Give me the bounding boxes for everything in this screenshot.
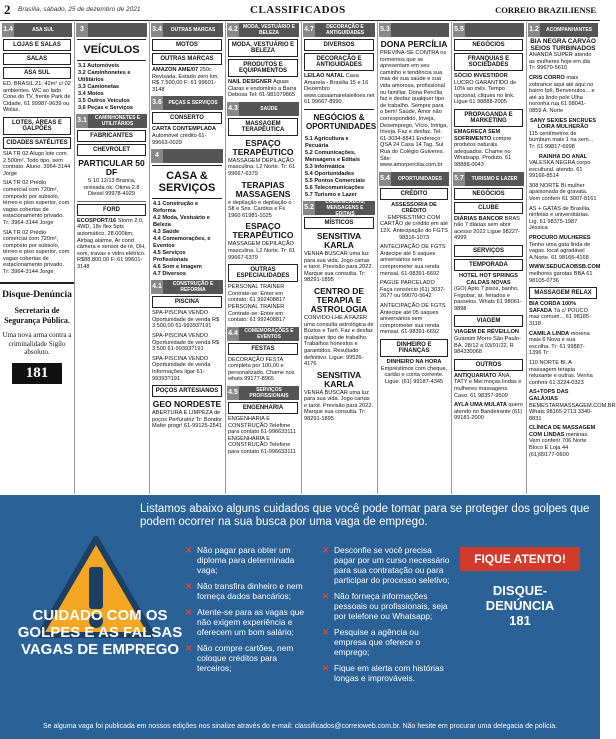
index-item: 4.3 Saúde [153, 229, 180, 236]
tab-label: CONSTRUÇÃO E REFORMA [172, 281, 214, 294]
category-box: SALAS [3, 53, 71, 65]
category-box: TEMPORADA [454, 259, 523, 271]
ad-headline: PROCURO MULHERES [529, 235, 591, 242]
ad-body: Automóvel crédito 61-99663-0029 [152, 132, 207, 146]
classified-ad: SIA TR 02 Alugo lote com 2.500m². Todo tipo, sem contrato. Aluno. 3964-3144 Jorge [3, 150, 71, 177]
ad-headline: ASSESSORIA DE CRÉDITO [391, 201, 437, 215]
section-heading: VEÍCULOS [77, 39, 146, 61]
classified-ad [529, 118, 597, 151]
classified-ad: PERSONAL TRAINER Contrate-se: Enter em contato: 61 992408817 PERSONAL TRAINER Contrate-se: Enter em contato: 61 992408817 [228, 284, 286, 324]
ad-body: meninas. Vem conferir 706 Norte Bloco E Loja 44 (61)99177-0600 [529, 431, 589, 458]
tip-text: Não transfira dinheiro e nem forneça dados bancários; [197, 581, 303, 601]
column-8 [526, 22, 616, 494]
classified-ad: PREVINA-SE CONTRA os tormentos que se apresentam em seu caminho e tendência sua mas de sua saúde e sua vida amorosa, profissional ou familiar. Dona Percília faz e desfaz qualquer tipo de trabalho. Sempre para o bem! Saúde, Amor não correspondido, Inveja, Desemprego, Vício, Intriga, Inveja. Faz e desfaz. Tel: 61-3034-8841 Endereço: QSA 24 Casa 14 Tag. Sul Rua do Colégio Guiveres. Site: www.amorpercilia.com.br [380, 50, 448, 169]
classified-ad [454, 73, 523, 106]
ad-headline: HOTEL HOT SPRINGS CALDAS NOVAS [459, 272, 518, 286]
tip-item [322, 591, 452, 621]
ad-headline: CENTRO DE TERAPIA E ASTROLOGIA [310, 285, 368, 314]
disque-subtitle: Secretaria de Segurança Pública. [4, 306, 70, 325]
tip-item [322, 663, 452, 683]
callout-number: 181 [509, 613, 531, 628]
ad-headline: AS+TOPS DAS GALÁXIAS [529, 389, 569, 402]
category-box: LOJAS E SALAS [3, 39, 71, 51]
category-box: CRÉDITO [380, 188, 448, 200]
tab-number: 4.2 [227, 23, 239, 37]
ad-headline: RAINHA DO ANAL [538, 153, 588, 160]
tab-number: 5.4 [379, 172, 391, 186]
tab-label: OUTRAS MARCAS [170, 27, 216, 33]
index-item: 4.4 Comemorações, e Eventos [153, 236, 211, 250]
tab-number: 4.3 [227, 102, 239, 116]
tip-text: Não forneça informações pessoais ou profissionais, seja por telefone ou Whatsapp; [334, 591, 448, 621]
category-tab [453, 23, 524, 37]
ad-body: 115 centímetros de bumbum mais 1 na sem... Tr: 61 99817-6998 [529, 130, 594, 150]
ad-headline: ANTIQUARIATO [454, 372, 497, 379]
classified-ad: SPA-PISCINA VENDO Oportunidade de venda Informações ligar 61-99393?191 [152, 355, 211, 382]
tip-text: Atente-se para as vagas que não exigem experiência e oferecem um bom salário; [197, 607, 305, 637]
classified-ad: AS + GATAS de Brasília, ninfetas e universitárias. Lig. 61 98375-1987 Jéssica [529, 205, 591, 232]
tab-number: 5.3 [379, 23, 391, 37]
category-tab [379, 172, 449, 186]
section-title: CLASSIFICADOS [250, 4, 346, 16]
tab-number: 3.1 [76, 114, 88, 128]
classified-ad [529, 301, 597, 327]
tab-number: 3 [76, 23, 88, 37]
index-item: 4.2 Moda, Vestuário e Beleza [153, 215, 210, 229]
ad-headline: CLÍNICA DE MASSAGEM COM LINDAS [529, 425, 596, 438]
category-tab [151, 96, 223, 110]
tab-label: SAÚDE [260, 105, 278, 112]
index-item: 4.6 Som e Imagem [153, 264, 202, 271]
category-box: NEGÓCIOS [454, 188, 523, 200]
banner-intro: Listamos abaixo alguns cuidados que você pode tomar para se proteger dos golpes que podem ocorrer na sua busca por uma vaga de emprego. [140, 503, 590, 528]
ad-headline: CARTA CONTEMPLADA [152, 126, 217, 133]
classified-ad [529, 235, 597, 261]
classified-ad: S 10 12/13 Branca, revisada ok. Otima 2.8 Diesel 99978-4929 [83, 178, 140, 198]
tip-item [185, 643, 310, 673]
tab-label: COMEMORAÇÕES E EVENTOS [244, 327, 294, 340]
tips-left [185, 545, 310, 679]
ad-headline: ESPAÇO TERAPÊUTICO [232, 221, 294, 241]
disque-title: Disque-Denúncia [2, 290, 72, 300]
category-box: POÇOS ARTESIANOS [152, 385, 222, 397]
ad-body: melhores garotas BBA 61 98105-0736 [529, 271, 593, 284]
job-scam-warning-banner [0, 495, 600, 739]
classified-ad: SIA TR 02 Prédio comercial com 720m², composto por subsolo, térreo e piso superior, com vagas cobertas de estacionamento privado. Tr: 3964-3144 Jorge [3, 229, 70, 276]
classified-ad [454, 373, 523, 399]
category-tab [227, 386, 299, 400]
category-tab [379, 23, 449, 37]
category-tab [2, 23, 72, 37]
tip-item [322, 627, 452, 657]
section-index [305, 136, 373, 199]
classified-ad [228, 79, 298, 99]
ad-body: (GO) Apto 7 pisos, banho, Frigobar, ar, feriados e passeios. Whats 61 98061-9898 [454, 286, 522, 312]
classified-ad: ENGENHARIA E CONSTRUÇÃO Telefone para contato 61-996633111 ENGENHARIA E CONSTRUÇÃO Telefone para contato 61-996633111 [228, 416, 296, 456]
classified-ad [529, 389, 616, 422]
ad-body: mais sobrance aqui até aqui no bairro Ipê, Benvenutos... e até as lindo pele Ulha noronha rua 61 98041-0859 A. Norte [529, 74, 595, 114]
classified-ad [454, 402, 523, 422]
category-box: ASA SUL [3, 67, 71, 79]
index-item: 4.1 Construção e Reforma [153, 201, 199, 215]
category-box: DINHEIRO E FINANÇAS [380, 339, 448, 357]
classified-ad: DECORAÇÃO FESTA completa por 100,00 e personalizado. Chame nos whats 99177-8965 [228, 356, 295, 383]
classified-ad: SIA TR 02 Prédio comercial com 720m², composto por subsolo, térreo e piso superior, com vagas cobertas de estacionamento privado. Tr: 3964-3144 Jorge [3, 180, 70, 226]
tip-text: Fique em alerta com histórias longas e improváveis. [334, 663, 444, 683]
ad-headline: PARTICULAR 50 DF [78, 158, 145, 177]
section-index [153, 201, 221, 278]
page-number: 2 [4, 2, 11, 17]
category-tab [528, 23, 598, 37]
category-tab [227, 23, 299, 37]
tip-item [185, 581, 310, 601]
category-box: OUTRAS ESPECIALIDADES [228, 264, 298, 282]
ad-headline: DINHEIRO NA HORA [386, 358, 442, 365]
column-6 [377, 22, 452, 494]
ad-body: quero atendo no Bandeirante (61) 99181-2000 [454, 402, 523, 422]
page-header [0, 0, 600, 21]
banner-headline: CUIDADO COM OS GOLPES E AS FALSAS VAGAS DE EMPREGO [17, 607, 183, 658]
tip-item [185, 545, 310, 575]
ad-headline: LEILAO NATAL [304, 73, 345, 79]
category-box: OUTROS [454, 359, 523, 371]
index-item: 5.5 Pontos Comerciais [305, 177, 365, 184]
x-icon: ✕ [322, 627, 330, 637]
category-box: DIVERSOS [304, 39, 374, 51]
tab-label: OPORTUNIDADES [398, 175, 442, 182]
category-box: OUTRAS MARCAS [152, 53, 222, 65]
category-box: LOTES, ÁREAS E GALPÕES [3, 117, 71, 135]
classified-ad: 308 NORTE Bi mulher apaixonada de gravata. Vem conferir 61 3007-8161 [529, 182, 597, 203]
classified-ad [529, 39, 597, 72]
ad-headline: SENSITIVA KARLA [316, 230, 362, 250]
index-item: 3.4 Motos [78, 91, 104, 97]
category-box: PRODUTOS E EQUIPAMENTOS [228, 59, 298, 77]
index-item: 3.3 Camionetas [78, 84, 120, 90]
index-item: 3.1 Automóveis [78, 63, 120, 69]
x-icon: ✕ [185, 581, 193, 591]
tab-number: 4.5 [227, 386, 239, 400]
ad-headline: EMAGREÇA SEM SOFRIMENTO [454, 128, 501, 142]
ad-body: VALESKA NEGRA corpo escultural. atendo. 61 99166-8514 [529, 160, 591, 180]
tab-number: 3.4 [151, 23, 163, 37]
category-box: CLUBE [454, 202, 523, 214]
ad-body: Guaraim Morro São Paulo-BA. 28/12 a 03/01/22. R 984330068 [454, 336, 521, 356]
ad-headline: SÓCIO INVESTIDOR [454, 73, 508, 79]
category-box: MÍSTICOS [304, 217, 374, 229]
ad-body: Tá c/ POUCO mas comum... 61 98185-3118 [529, 307, 591, 327]
category-box: NEGÓCIOS [454, 39, 523, 51]
section-heading: CASA & SERVIÇOS [152, 165, 222, 199]
ad-headline: DIÁRIAS BANCOR [454, 215, 504, 222]
category-box: MASSAGEM RELAX [529, 287, 597, 299]
classified-ad [380, 202, 448, 242]
ad-body: BRAS hão 7 diárias sem abrir acesso 2022 Ligue 98227-4999 [454, 215, 520, 242]
banner-footer: Se alguma vaga foi publicada em nossos edições nos sinalize através do e-mail: classificados@correioweb.com.br. Não hesite em procurar uma delegacia de polícia. [42, 723, 558, 730]
ad-body: Tenho uma gata linda de vagas. local agradável A.Norte. 61 98166-4168 [529, 241, 591, 261]
ad-headline: DONA PERCÍLIA [380, 39, 448, 49]
column-7 [451, 22, 527, 494]
ad-body: BEMESTARMASSAGEM.COM.BR Whats 98165-2713 3340-8831 [529, 402, 616, 422]
index-item: 5.7 Turismo e Lazer [305, 191, 357, 198]
classified-ad: SPA-PISCINA VENDO Oportunidade de venda R$ 3.500,00 61-99393?191 [152, 310, 220, 330]
tip-text: Não compre cartões, nem coloque créditos para terceiros; [197, 643, 294, 673]
tab-label: MODA, VESTUÁRIO E BELEZA [243, 24, 295, 36]
category-box: SERVIÇOS [454, 245, 523, 257]
ad-body: EMPRESTIMO COM CARTÃO de crédito em até 12X. Antecipação do FGTS 98316-1073 [380, 214, 448, 241]
tab-number: 4 [151, 149, 163, 163]
tab-label: COMUNICADOS, MENSAGENS E EDITAIS [325, 198, 365, 217]
column-3 [149, 22, 226, 494]
tab-label: ASA SUL [32, 27, 54, 33]
ad-headline: CAMILA LINDA [529, 330, 570, 337]
disque-denuncia-callout [460, 583, 580, 628]
x-icon: ✕ [322, 663, 330, 673]
ad-body: ÂNA, TATY e Mei moças lindas e mulheres massagens. Caso. 61 98357-9509 [454, 372, 522, 399]
category-box: DECORAÇÃO E ANTIGUIDADES [304, 53, 374, 71]
ad-headline: AYLA UMA MULATA [454, 402, 507, 409]
tab-number: 4.1 [151, 280, 163, 294]
classified-ad: SPA-PISCINA VENDO Oportunidade de venda R$ 3.500 61-99393?191 [152, 332, 220, 353]
ad-headline: TERAPIAS MASSAGENS [235, 179, 291, 199]
category-tab [453, 172, 524, 186]
ad-headline: ESPAÇO TERAPÊUTICO [232, 137, 294, 157]
index-item: 3.5 Outros Veículos [78, 98, 130, 104]
tab-number: 4.7 [303, 23, 315, 37]
category-box: FABRICANTES [77, 130, 146, 142]
classified-ad [529, 425, 597, 458]
x-icon: ✕ [185, 545, 193, 555]
category-box: CONSERTO [152, 112, 222, 124]
category-tab [151, 280, 223, 294]
tips-right [322, 545, 452, 689]
category-box: MODA, VESTUÁRIO E BELEZA [228, 39, 298, 57]
tab-number: 1.4 [2, 23, 14, 37]
column-2 [74, 22, 150, 494]
tab-number: 4.4 [227, 327, 239, 341]
section-index [78, 63, 145, 112]
category-box: CHEVROLET [77, 144, 146, 156]
category-box: FORD [77, 204, 146, 216]
ad-headline: CRIS CORRO [529, 74, 565, 81]
ad-headline: BIA NEGRA CARVÃO SEIOS TURBINADOS [530, 38, 596, 52]
classified-ad: CONVIDO-LHE A FAZER uma consulta astrológica de Búzios e Tarô. Faz e desfaz qualquer tipo de trabalho. Trabalhos honestos e garantidos. Resultado definitivo. Ligue: 99526-4176 [304, 314, 374, 368]
category-box: PISCINA [152, 296, 222, 308]
x-icon: ✕ [185, 607, 193, 617]
column-5 [301, 22, 378, 494]
classified-ad: e depilação e depilação o Sfl e Sns. Cardios e Fs 1960 61981-1025 [228, 199, 292, 219]
classified-ad: ANTECIPAÇÃO DE FGTS Antecipe até 5 saques aniversários sem comprometer sua renda mensal. 61-98391-6692 [380, 244, 446, 277]
classified-ad [529, 264, 601, 284]
category-box: VIAGEM [454, 315, 523, 327]
fique-atento-badge: FIQUE ATENTO! [460, 547, 580, 571]
tip-text: Desconfie se você precisa pagar por um curso necessário para sua contratação ou para participar do processo seletivo; [334, 545, 450, 585]
disque-denuncia-ad [0, 282, 74, 494]
ad-headline: ECOSPORT/16 [77, 217, 117, 224]
ad-headline: GEO NORDESTE [152, 399, 222, 410]
category-box: FESTAS [228, 343, 298, 355]
index-item: 5.3 Informática [305, 163, 345, 170]
callout-title: DISQUE-DENÚNCIA [485, 583, 555, 613]
tip-item [185, 607, 310, 637]
classified-ad [77, 218, 146, 271]
newspaper-brand: CORREIO BRAZILIENSE [495, 5, 596, 15]
ad-body: morena mais 6 Nova e sua escolha. Tr: 61 99887-1396 Tr: [529, 330, 590, 357]
index-item: 3.6 Peças e Serviços [78, 105, 134, 111]
x-icon: ✕ [322, 545, 330, 555]
tip-item [322, 545, 452, 585]
tab-label: DECORAÇÃO E ANTIGUIDADES [325, 24, 365, 36]
classified-ad [454, 129, 523, 169]
classified-ad [454, 329, 523, 355]
dateline: Brasília, sábado, 25 de dezembro de 2021 [18, 6, 141, 13]
classified-ad [152, 67, 222, 93]
classified-ad [529, 75, 597, 115]
tab-number: 5.5 [453, 23, 465, 37]
category-tab [151, 23, 223, 37]
classified-ad: MASSAGEM DEPILAÇÃO masculina. L2 Norte. Tr: 61 99667-6379 [228, 157, 296, 177]
tab-label: PEÇAS E SERVIÇOS [168, 100, 218, 107]
category-tab [303, 23, 375, 37]
category-box: PROPAGANDA E MARKETING [454, 109, 523, 127]
index-item: 5.1 Agricultura e Pecuária [305, 135, 349, 149]
ad-headline: AMAZON AME/07 [152, 67, 199, 73]
index-item: 5.6 Telecomunicações [305, 184, 364, 191]
x-icon: ✕ [322, 591, 330, 601]
ad-body: Casa Amarela - Brasilia 15 e 16 Dezembro www.casaamarelaleiloes.net 61 99667-8990 [304, 73, 375, 106]
divider [77, 201, 146, 202]
category-tab [151, 149, 223, 163]
classifieds-columns [0, 22, 616, 494]
category-box: CIDADES SATÉLITES [3, 137, 71, 149]
category-box: MASSAGEM TERAPÊUTICA [228, 118, 298, 136]
index-item: 5.4 Oportunidades [305, 170, 355, 177]
category-tab [227, 327, 299, 341]
x-icon: ✕ [185, 643, 193, 653]
ad-headline: VIAGEM DE RÉVEILLON [454, 329, 519, 336]
tip-text: Pesquise a agência ou empresa que oferece o emprego; [334, 627, 421, 657]
ad-body: ANANDA SUPER atendo as mulheres hoje em dia Tr: 99670-5610 [529, 52, 592, 72]
ad-body: compre produtos naturais adequados. Chame no Whatsapp. Produto. 61 98888-0043 [454, 135, 512, 168]
tab-label: SERVIÇOS PROFISSIONAIS [249, 387, 289, 400]
index-item: 5.2 Comunicações, Mensagens e Editais [305, 149, 361, 163]
classified-ad: ED. BRASIL 21: 42m² c/ 02 ambientes. WC ao lado Cone do TV, frente Park de Cidade, 61 99987-9639 ou Wolax. [3, 81, 71, 114]
tab-number: 5.7 [453, 172, 465, 186]
disque-text: Uma nova arma contra a criminalidade Sigilo absoluto. [2, 331, 72, 356]
classified-ad: PAGUE PARCELADO Faça consórcio (61) 3037-2677 ou 99070-5642 [380, 280, 446, 300]
category-box: MOTOS [152, 39, 222, 51]
category-tab [76, 114, 147, 128]
column-4 [225, 22, 302, 494]
category-box: ENGENHARIA [228, 402, 298, 414]
tab-number: 3.6 [151, 96, 163, 110]
disque-number: 181 [12, 363, 62, 384]
ad-body: LUCRO GARANTIDO de 10% ao mês. Tempo opcional, cliques no link. Ligue 61 98888-2005 [454, 79, 517, 106]
classified-ad [380, 359, 448, 385]
tip-text: Não pagar para obter um diploma para determinada vaga; [197, 545, 295, 575]
classified-ad [454, 216, 523, 242]
ad-body: Aguas Claras e endomínio a Barra Debosa Tel: 61-981079865 [228, 79, 297, 99]
category-tab [303, 198, 375, 217]
tab-label: TURISMO E LAZER [471, 175, 518, 182]
tab-label: ACOMPANHANTES [545, 27, 593, 33]
classified-ad [529, 154, 597, 180]
ad-headline: BIA CORDA 100% SAFADA [529, 301, 577, 314]
classified-ad: ABERTURA E LIMPEZA de poços Perfuratriz Tr: Bondor Mafer progr! 61-99125-2541 [152, 410, 222, 430]
classified-ad [304, 73, 374, 106]
classified-ad: 110 NORTE Bl. A massagem terapia reluxante e outras. Venha conferir 61 3224-0323 [529, 359, 593, 386]
classified-ad [454, 273, 523, 313]
classified-ad: MASSAGEM DEPILAÇÃO masculina. L2 Norte. Tr: 61 99667-6379 [228, 241, 296, 261]
section-heading: NEGÓCIOS & OPORTUNIDADES [304, 109, 374, 134]
ad-headline: SENSITIVA KARLA [316, 369, 362, 389]
tab-number: 1.2 [528, 23, 540, 37]
category-tab [227, 102, 299, 116]
classified-ad [529, 331, 597, 357]
classified-ad: ANTECIPAÇÃO DE FGTS Antecipe até 05 saques aniversários sem comprometer sua renda mensal. 61-98391-6692 [380, 303, 446, 336]
index-item: 4.7 Diversos [153, 271, 186, 278]
tab-number: 5.2 [303, 201, 315, 215]
category-box: FRANQUIAS E SOCIEDADES [454, 53, 523, 71]
ad-headline: SANY SEXIES ENCRUES LOIRA MULHERÃO [529, 117, 597, 131]
ad-body: Empréstimos com cheque, cartão e conta corrente. Ligue. (61) 99187-4345 [380, 365, 448, 385]
ad-headline: NAIL DESIGNER [228, 79, 272, 85]
ad-body: 250c Revisada. Estado zero km, R$ 7.500,00 F: 61 99601-3148 [152, 67, 219, 93]
category-tab [76, 23, 147, 37]
ad-headline: WWW.SEDUCAOBSB.COM [529, 264, 601, 271]
classified-ad [152, 126, 222, 146]
classified-ad: VENHA BUSCAR uma luz para sua vida. Jogo cartas e tarot. Previsão para 2022. Marque sua consulta. Tr: 98291-1895 [304, 389, 374, 423]
index-item: 3.2 Caminhonetes e Utilitários [78, 70, 131, 83]
ad-body: Storm 2.0, 4WD, 18v flex 5pts automático, 28.000km, Airbag alarme, Ar cond câmera e sensor de ré, DH, som, travas e vidro elétrico. R$88.800,00 F: 61 99601-3148 [77, 217, 146, 270]
classified-ad: VENHA BUSCAR uma luz para sua vida. Jogo cartas e tarot. Previsão para 2022. Marque sua consulta. Tr: 98291-1895 [304, 250, 374, 284]
tab-label: CAMINHONETES E UTILITÁRIOS [94, 115, 141, 127]
index-item: 4.5 Serviços Profissionais [153, 250, 189, 264]
